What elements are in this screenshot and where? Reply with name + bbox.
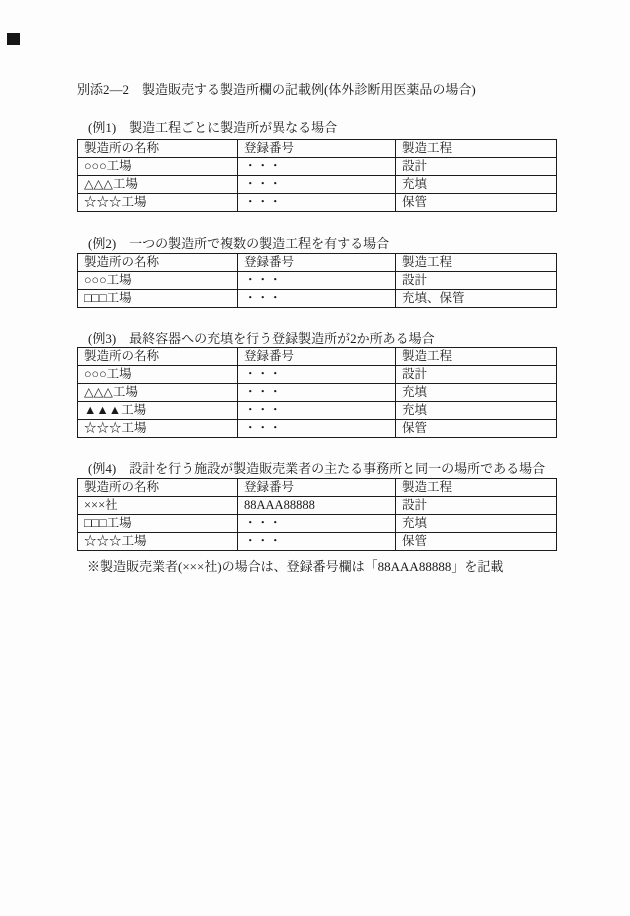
- site-name-cell: ☆☆☆工場: [78, 420, 238, 438]
- process-cell: 設計: [396, 158, 557, 176]
- registration-number-cell: ・・・: [238, 290, 396, 308]
- document-title: 別添2—2 製造販売する製造所欄の記載例(体外診断用医薬品の場合): [77, 82, 476, 97]
- process-cell: 保管: [396, 420, 557, 438]
- process-cell: 保管: [396, 194, 557, 212]
- column-header-process: 製造工程: [396, 348, 557, 366]
- site-name-cell: □□□工場: [78, 515, 238, 533]
- table-row: [78, 366, 557, 384]
- column-header-site-name: 製造所の名称: [78, 479, 238, 497]
- table-row: [78, 533, 557, 551]
- registration-number-cell: ・・・: [238, 176, 396, 194]
- registration-number-cell: ・・・: [238, 402, 396, 420]
- column-header-process: 製造工程: [396, 479, 557, 497]
- registration-number-cell: ・・・: [238, 420, 396, 438]
- registration-number-cell: ・・・: [238, 194, 396, 212]
- registration-number-cell: ・・・: [238, 366, 396, 384]
- column-header-site-name: 製造所の名称: [78, 140, 238, 158]
- column-header-site-name: 製造所の名称: [78, 348, 238, 366]
- process-cell: 充填: [396, 402, 557, 420]
- process-cell: 設計: [396, 272, 557, 290]
- site-name-cell: ×××社: [78, 497, 238, 515]
- registration-number-cell: ・・・: [238, 515, 396, 533]
- table-row: [78, 158, 557, 176]
- manufacturing-sites-table: [77, 139, 557, 212]
- example-heading: (例4) 設計を行う施設が製造販売業者の主たる事務所と同一の場所である場合: [88, 461, 546, 476]
- site-name-cell: △△△工場: [78, 384, 238, 402]
- column-header-site-name: 製造所の名称: [78, 254, 238, 272]
- process-cell: 保管: [396, 533, 557, 551]
- process-cell: 充填: [396, 384, 557, 402]
- manufacturing-sites-table: [77, 478, 557, 551]
- table-row: [78, 384, 557, 402]
- site-name-cell: ○○○工場: [78, 272, 238, 290]
- column-header-process: 製造工程: [396, 254, 557, 272]
- footnote: ※製造販売業者(×××社)の場合は、登録番号欄は「88AAA88888」を記載: [87, 559, 504, 574]
- scan-artifact-mark: [7, 33, 20, 45]
- table-row: [78, 515, 557, 533]
- manufacturing-sites-table: [77, 253, 557, 308]
- process-cell: 設計: [396, 497, 557, 515]
- registration-number-cell: ・・・: [238, 272, 396, 290]
- example-block: [77, 332, 557, 438]
- table-row: [78, 290, 557, 308]
- table-row: [78, 402, 557, 420]
- registration-number-cell: ・・・: [238, 384, 396, 402]
- table-row: [78, 194, 557, 212]
- site-name-cell: □□□工場: [78, 290, 238, 308]
- example-heading: (例3) 最終容器への充填を行う登録製造所が2か所ある場合: [88, 331, 435, 346]
- site-name-cell: ○○○工場: [78, 158, 238, 176]
- table-header-row: [78, 254, 557, 272]
- registration-number-cell: 88AAA88888: [238, 497, 396, 515]
- example-block: [77, 462, 557, 551]
- table-row: [78, 272, 557, 290]
- process-cell: 充填: [396, 515, 557, 533]
- registration-number-cell: ・・・: [238, 158, 396, 176]
- column-header-registration-number: 登録番号: [238, 140, 396, 158]
- example-block: [77, 121, 557, 212]
- site-name-cell: ☆☆☆工場: [78, 194, 238, 212]
- process-cell: 設計: [396, 366, 557, 384]
- column-header-registration-number: 登録番号: [238, 348, 396, 366]
- example-block: [77, 237, 557, 308]
- process-cell: 充填、保管: [396, 290, 557, 308]
- site-name-cell: ☆☆☆工場: [78, 533, 238, 551]
- table-row: [78, 420, 557, 438]
- registration-number-cell: ・・・: [238, 533, 396, 551]
- process-cell: 充填: [396, 176, 557, 194]
- column-header-registration-number: 登録番号: [238, 479, 396, 497]
- table-row: [78, 497, 557, 515]
- site-name-cell: ▲▲▲工場: [78, 402, 238, 420]
- site-name-cell: △△△工場: [78, 176, 238, 194]
- site-name-cell: ○○○工場: [78, 366, 238, 384]
- column-header-registration-number: 登録番号: [238, 254, 396, 272]
- column-header-process: 製造工程: [396, 140, 557, 158]
- manufacturing-sites-table: [77, 347, 557, 438]
- table-row: [78, 176, 557, 194]
- table-header-row: [78, 140, 557, 158]
- table-header-row: [78, 348, 557, 366]
- example-heading: (例2) 一つの製造所で複数の製造工程を有する場合: [88, 236, 390, 251]
- table-header-row: [78, 479, 557, 497]
- example-heading: (例1) 製造工程ごとに製造所が異なる場合: [88, 120, 338, 135]
